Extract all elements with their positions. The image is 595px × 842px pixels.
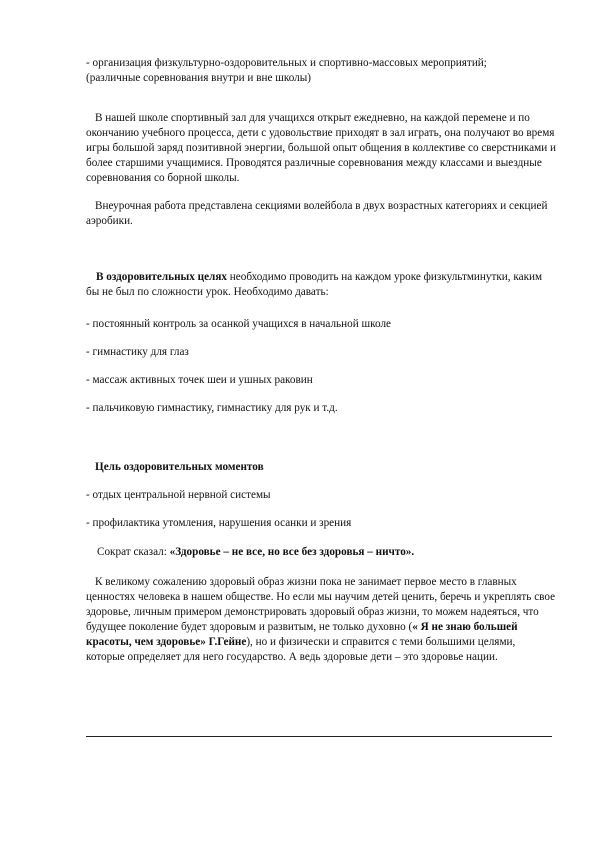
- lifestyle-text-1: К великому сожалению здоровый образ жизни пока не занимает первое место в главных ценностях человека в нашем обществе. Но если мы научим детей ценить, беречь и укреплять свое здоровье, личным примером демонстрировать здоровый образ жизни, то можем надеяться, что будущее поколение будет здоровым и развитым, не только духовно (: [86, 576, 556, 633]
- paragraph-healthy-lifestyle: [86, 575, 556, 665]
- paragraph-extracurricular: Внеурочная работа представлена секциями волейбола в двух возрастных категориях и секцией аэробики.: [86, 200, 548, 227]
- heine-quote: « Я не знаю большей красоты, чем здоровье» Г.Гейне: [86, 621, 518, 648]
- quote-text: «Здоровье – не все, но все без здоровья – ничто».: [169, 546, 415, 558]
- paragraph-sports-hall: В нашей школе спортивный зал для учащихся открыт ежедневно, на каждой перемене и по окончанию учебного процесса, дети с удовольствие приходят в зал играть, она получают во время игры большой заряд позитивной энергии, большой опыт общения в коллективе со сверстниками и более старшими учащимися. Проводятся различные соревнования между классами и выездные соревнования со борной школы.: [86, 112, 556, 184]
- paragraph-health-goals: [86, 270, 556, 300]
- section-heading: Цель оздоровительных моментов: [95, 461, 264, 473]
- bullet-sports-events: - организация физкультурно-оздоровительных и спортивно-массовых мероприятий;: [86, 57, 487, 69]
- health-goals-bold: В оздоровительных целях: [96, 271, 227, 283]
- list-item: - массаж активных точек шеи и ушных раковин: [86, 374, 313, 386]
- quote-prefix: Сократ сказал:: [97, 546, 170, 558]
- list-item: - профилактика утомления, нарушения осанки и зрения: [86, 517, 352, 529]
- list-item: - отдых центральной нервной системы: [86, 489, 271, 501]
- health-goals-text: необходимо проводить на каждом уроке физкультминутки, каким бы не был по сложности урок. Необходимо давать:: [86, 271, 543, 298]
- lifestyle-text-2: ), но и физически и справится с теми большими целями, которые определяет для него государство. А ведь здоровые дети – это здоровье нации.: [86, 636, 516, 663]
- sports-events-note: (различные соревнования внутри и вне школы): [86, 72, 312, 84]
- list-item: - пальчиковую гимнастику, гимнастику для рук и т.д.: [86, 402, 338, 414]
- footer-divider: [86, 736, 552, 737]
- socrates-quote: [97, 545, 567, 560]
- list-item: - гимнастику для глаз: [86, 346, 189, 358]
- list-item: - постоянный контроль за осанкой учащихся в начальной школе: [86, 318, 392, 330]
